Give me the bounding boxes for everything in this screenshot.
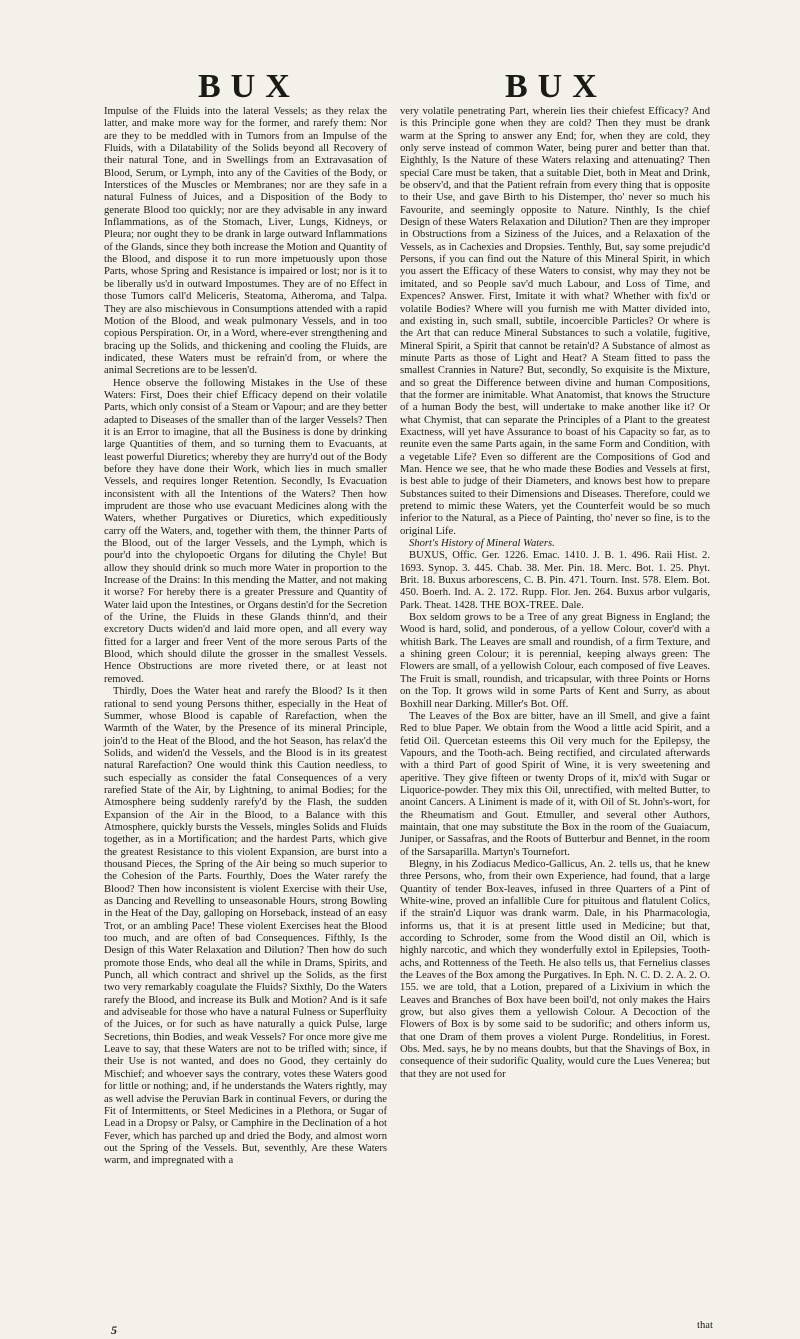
paragraph: very volatile penetrating Part, wherein lies their chiefest Efficacy? And is this Principle gone when they are cold? Then they must be drank warm at the Spring to answer any End; for, when they are cold, they only serve instead of common Water, being purer and better than that. Eighthly, Is the Nature of these Waters relaxing and attenuating? Then special Care must be taken, that a suitable Diet, both in Meat and Drink, be observ'd, and that the Patient refrain from every thing that is opposite to their Use, and gave Birth to his Distemper, tho' never so much his Favourite, and seemingly opposite to Nature. Ninthly, Is the chief Design of these Waters Relaxation and Dilution? Then are they improper in Obstructions from a Siziness of the Juices, and a Relaxation of the Vessels, as in Cachexies and Dropsies. Tenthly, But, say some prejudic'd Persons, if you can find out the Nature of this Mineral Spirit, in which you assert the Efficacy of these Waters to consist, why may they not be imitated, and so People sav'd much Labour, and Loss of Time, and Expences? Answer. First, Imitate it with what? Whether with fix'd or volatile Bodies? Where will you furnish me with Matter divided into, and existing in, such small, subtile, incoercible Particles? Or where is the Art that can reduce Mineral Substances to such a volatile, fugitive, Mineral Spirit, a Spirit that cannot be retain'd? A Substance of almost as minute Parts as those of Light and Heat? A Steam fitted to pass the smallest Crannies in Nature? But, secondly, So exquisite is the Mixture, and so great the Difference between divine and human Compositions, that the former are inimitable. What Anatomist, that knows the Structure of a human Body the best, will undertake to make another like it? Or what Chymist, that can separate the Principles of a Plant to the greatest Exactness, will yet have Assurance to boast of his Capacity so far, as to reunite even the same Parts again, in the same Form and Condition, with a vegetable Life? Even so different are the Compositions of God and Man. Hence we see, that he who made these Bodies and Vessels at first, is best able to judge of their Diameters, and knows best how to prepare Substances suited to their Dimensions and Diseases. Therefore, could we pretend to mimic these Waters, yet the Counterfeit would be so much inferior to the Natural, as a Piece of Painting, tho' never so fine, is to the original Life. (400, 106, 710, 537)
paragraph: Blegny, in his Zodiacus Medico-Gallicus, An. 2. tells us, that he knew three Persons, who, from their own Experience, had found, that a large Quantity of tender Box-leaves, infused in three Quarters of a Pint of White-wine, proved an infallible Cure for pituitous and flatulent Colics, if the strain'd Liquor was drank warm. Dale, in his Pharmacologia, informs us, that it is at present little used in Medicine; but that, according to Schroder, some from the Wood distil an Oil, which is highly narcotic, and which they wonderfully extol in Epilepsies, Tooth-achs, and Rottenness of the Teeth. He also tells us, that Fernelius classes the Leaves of the Box among the Purgatives. In Eph. N. C. D. 2. A. 2. O. 155. we are told, that a Lotion, prepared of a Lixivium in which the Leaves and Branches of Box have been boil'd, not only makes the Hairs grow, but also gives them a yellowish Colour. A Decoction of the Flowers of Box is by some said to be sudorific; and others inform us, that one Dram of them proves a violent Purge. Rondelitius, in Forest. Obs. Med. says, he by no means doubts, but that the Shavings of Box, in consequence of their sudorific Quality, would cure the Lues Venerea; but that they are not used for (400, 858, 710, 1080)
entry-heading: BUXUS, Offic. Ger. 1226. Emac. 1410. J. B. 1. 496. Raii Hist. 2. 1693. Synop. 3. 445. Chab. 38. Mer. Pin. 18. Merc. Bot. 1. 25. Phyt. Brit. 18. Buxus arborescens, C. B. Pin. 471. Tourn. Inst. 578. Elem. Bot. 450. Boerh. Ind. A. 2. 172. Rupp. Flor. Jen. 264. Buxus arbor vulgaris, Park. Theat. 1428. THE BOX-TREE. Dale. (400, 550, 710, 611)
paragraph: Box seldom grows to be a Tree of any great Bigness in England; the Wood is hard, solid, and ponderous, of a yellow Colour, cover'd with a whitish Bark. The Leaves are small and roundish, of a firm Texture, and a shining green Colour; it is perennial, keeping always green: The Flowers are small, of a yellowish Colour, each composed of five Leaves. The Fruit is small, roundish, and tricapsular, with three Points or Horns on the Top. It grows wild in some Parts of Kent and Surry, as about Boxhill near Darking. Miller's Bot. Off. (400, 612, 710, 710)
right-column (400, 106, 710, 1081)
catchword: that (697, 1320, 713, 1331)
source-citation: Short's History of Mineral Waters. (409, 538, 555, 550)
running-head-left: BUX (198, 68, 300, 105)
paragraph: Impulse of the Fluids into the lateral Vessels; as they relax the latter, and make more way for the former, and rarefy them: Nor are they to be meddled with in Tumors from an Impulse of the Fluids, with a Dilatability of the Solids beyond all Recovery of their natural Tone, and in Swellings from an Extravasation of Blood, Serum, or Lymph, into any of the Cavities of the Body, or Interstices of the Muscles or Membranes; nor are they safe in a natural Fulness of Juices, and a Disposition of the Body to generate Blood too quickly; nor are they advisable in any inward Inflammations, as of the Stomach, Liver, Lungs, Kidneys, or Pleura; nor ought they to be drank in large outward Inflammations of the Glands, since they both increase the Motion and Quantity of the Blood, and dispose it to run more impetuously upon those Parts, whose Spring and Resistance is impaired or lost; nor is it to be liberally us'd in outward Impostumes. They are of no Effect in those Tumors call'd Meliceris, Steatoma, Atheroma, and Talpa. They are also mischievous in Consumptions attended with a rapid Motion of the Blood, and weak pulmonary Vessels, and in too copious Perspiration. Or, in a Word, where-ever strengthening and bracing up the Solids, and thickening and cooling the Fluids, are indicated, these Waters must be refrain'd from, or where the animal Secretions are to be lessen'd. (104, 106, 387, 377)
running-head (0, 68, 800, 108)
paragraph: Thirdly, Does the Water heat and rarefy the Blood? Is it then rational to send young Persons thither, especially in the Heat of Summer, whose Blood is capable of Rarefaction, when the Warmth of the Water, by the Presence of its mineral Principle, join'd to the Heat of the Blood, and the hot Season, has relax'd the Solids, and widen'd the Vessels, and the Blood is in its greatest natural Rarefaction? One would think this Caution needless, to such especially as consider the fatal Consequences of a very rarefied State of the Air, by Lightning, to animal Bodies; for the Atmosphere being suddenly rarefy'd by the Flash, the sudden Expansion of the Air in the Blood, to a Balance with this Atmosphere, quickly bursts the Vessels, mingles Solids and Fluids together, as in a Mortification; and the hardest Parts, which give the greatest Resistance to this violent Expansion, are burst into a thousand Pieces, the Spring of the Air being so much superior to the Cohesion of the Parts. Fourthly, Does the Water rarefy the Blood? Then how inconsistent is violent Exercise with their Use, as Dancing and Revelling to unseasonable Hours, strong Bowling in the Heat of the Day, galloping on Horseback, instead of an easy Trot, or an ambling Pace! These violent Exercises heat the Blood too much, and are often of bad Consequences. Fifthly, Is the Design of this Water Relaxation and Dilution? Then how do such promote those Ends, who deal all the while in Drams, Spirits, and Punch, all which contract and shrivel up the Solids, as the first two very remarkably coagulate the Fluids? Sixthly, Do the Waters rarefy the Blood, and increase its Bulk and Motion? And is it safe and adviseable for those who have a natural Fulness or Superfluity of the Juices, or for such as have naturally a quick Pulse, large Secretions, thin Bodies, and weak Vessels? For once more give me Leave to say, that these Waters are not to be trifled with; since, if their Use is not wanted, and does no Good, they certainly do Mischief; and whoever says the contrary, votes these Waters good for little or nothing; and, if he understands the Waters rightly, may as well advise the Peruvian Bark in continual Fevers, or during the Fit of Intermittents, or Steel Medicines in a Plethora, or Sugar of Lead in a Dropsy or Palsy, or Camphire in the Declination of a hot Fever, which has parched up and dried the Body, and almost worn out the Spring of the Vessels. But, seventhly, Are these Waters warm, and impregnated with a (104, 686, 387, 1167)
paragraph: Hence observe the following Mistakes in the Use of these Waters: First, Does their chief Efficacy depend on their volatile Parts, which only consist of a Steam or Vapour; and are they better adapted to Diseases of the smaller than of the larger Vessels? Then it is an Error to imagine, that all the Business is done by drinking large Quantities of them, and so turning them to Evacuants, at least powerful Diuretics; whereby they are hurry'd out of the Body before they have done their Work, which lies in much smaller Vessels, and requires longer Retention. Secondly, Is Evacuation inconsistent with all the Intentions of the Waters? Then how imprudent are those who use evacuant Medicines along with the Waters, whether Purgatives or Diuretics, which expeditiously carry off the Waters, and, together with them, the thinner Parts of the Blood, out of the larger Vessels, and the Lymph, which is pour'd into the chylopoetic Organs for diluting the Chyle! But allow they should drink so much more Water in proportion to the Increase of the Drains: In this mending the Matter, and not making it worse? For hereby there is a greater Pressure and Quantity of Water laid upon the Intestines, or Organs destin'd for the Secretion of the Urine, the Fluids in these Glands thinn'd, and their excretory Ducts widen'd and laid more open, and all every way fitted for a larger and freer Vent of the more serous Parts of the Blood, which should dilute the grosser in the smallest Vessels. Hence Obstructions are more riveted there, or at least not removed. (104, 377, 387, 685)
left-column (104, 106, 387, 1168)
paragraph: The Leaves of the Box are bitter, have an ill Smell, and give a faint Red to blue Paper. We obtain from the Wood a little acid Spirit, and a fetid Oil. Quercetan esteems this Oil very much for the Epilepsy, the Vapours, and the Tooth-ach. Being rectified, and circulated afterwards with a third Part of good Spirit of Wine, it is very sweetening and aperitive. They give fifteen or twenty Drops of it, mix'd with Sugar or Liquorice-powder. They mix this Oil, unrectified, with melted Butter, to anoint Cancers. A Liniment is made of it, with Oil of St. John's-wort, for the Rheumatism and Gout. Etmuller, and several other Authors, maintain, that one may substitute the Box in the room of the Guaiacum, Juniper, or Sassafras, and the Roots of Butterbur and Bennet, in the room of the Sarsaparilla. Martyn's Tournefort. (400, 710, 710, 858)
running-head-right: BUX (505, 68, 607, 105)
folio-number: 5 (111, 1323, 117, 1337)
